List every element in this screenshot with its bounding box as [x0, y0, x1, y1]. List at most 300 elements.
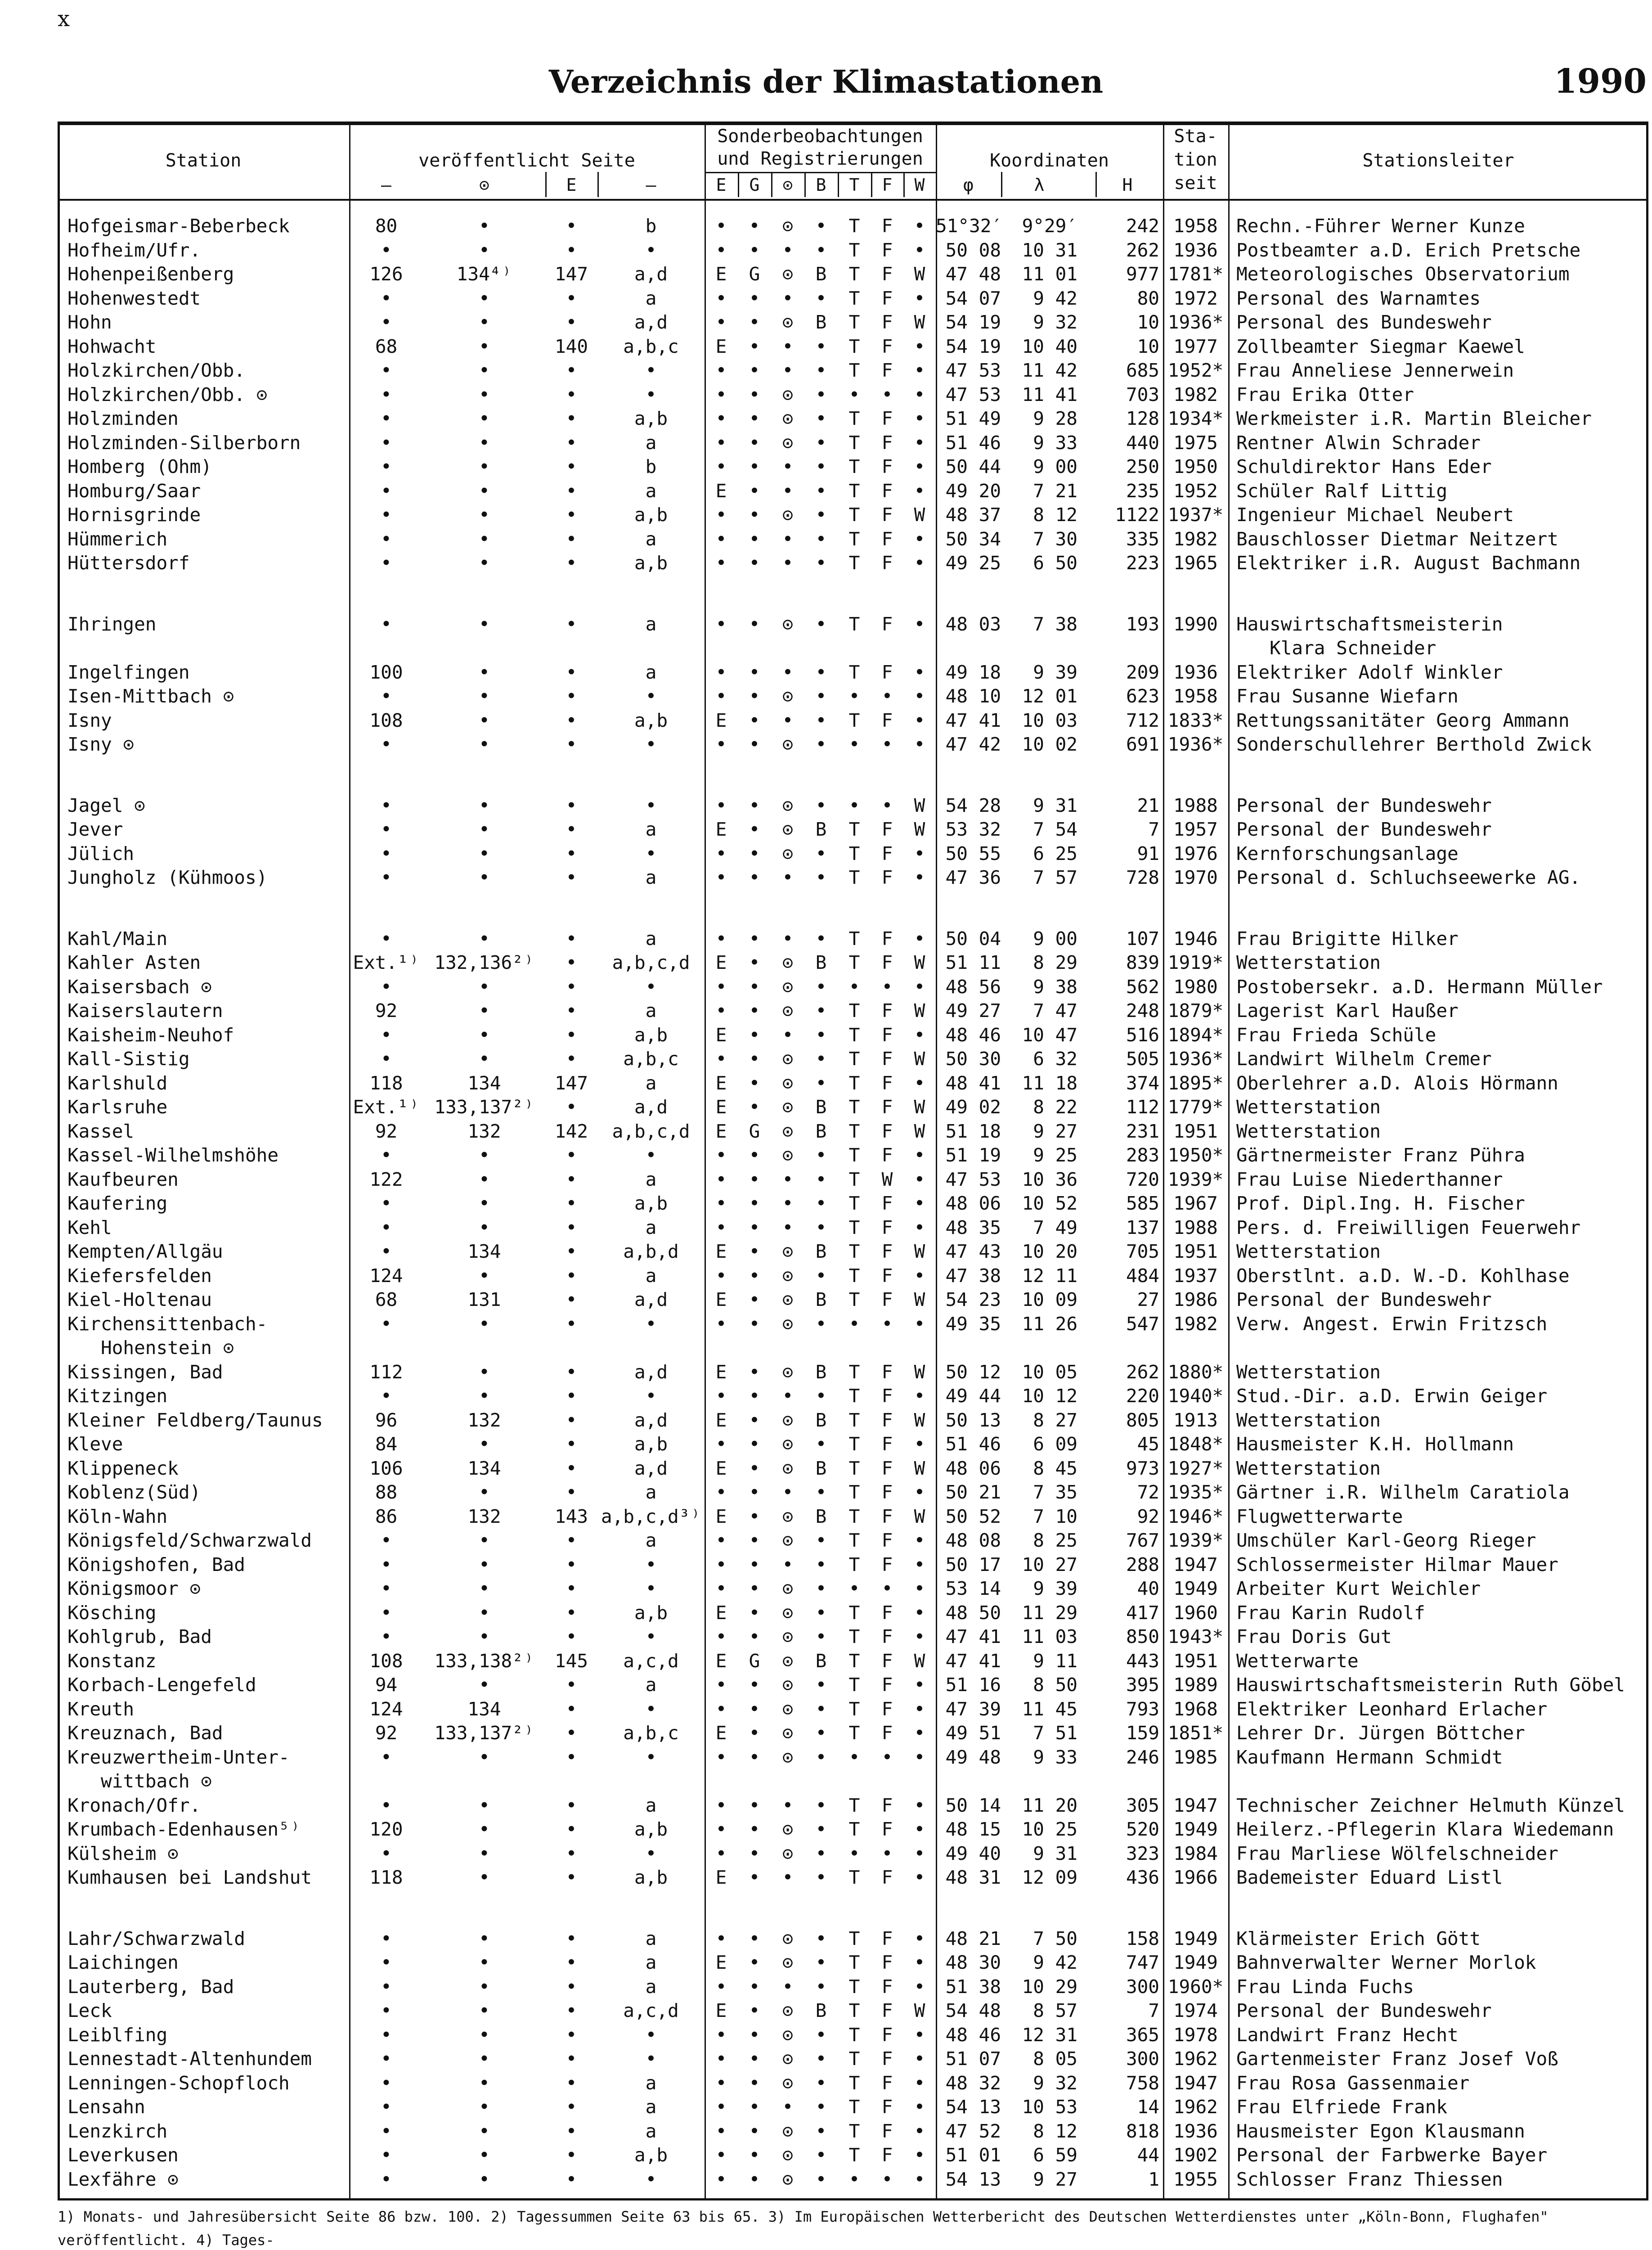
coord-lambda: 11 29	[1022, 1602, 1077, 1624]
special-f: F	[881, 2048, 893, 2070]
coord-phi: 54 23	[945, 1289, 1001, 1310]
coord-h: 193	[1126, 613, 1159, 635]
special-g: •	[749, 1385, 760, 1407]
special-b: •	[815, 552, 827, 574]
published-e: •	[566, 1048, 577, 1070]
published-sun: •	[479, 1976, 490, 1998]
published-tables: a	[645, 1072, 657, 1094]
published-e: •	[566, 2096, 577, 2118]
special-g: •	[749, 1506, 760, 1527]
special-e: E	[715, 1867, 727, 1888]
station-since: 1984	[1173, 1843, 1218, 1864]
coord-h: 417	[1126, 1602, 1159, 1624]
special-sun: ⊙	[782, 1433, 794, 1455]
station-since: 1946*	[1167, 1506, 1224, 1527]
special-g: •	[749, 1192, 760, 1214]
coord-phi: 51 49	[945, 408, 1001, 429]
special-t: T	[848, 288, 860, 309]
coord-h: 242	[1126, 215, 1159, 237]
published-dash: •	[381, 552, 392, 574]
special-sun: ⊙	[782, 1530, 794, 1551]
published-sun: •	[479, 1674, 490, 1696]
special-sun: ⊙	[782, 1265, 794, 1287]
coord-phi: 48 15	[945, 1818, 1001, 1840]
published-sun: •	[479, 528, 490, 550]
station-name: Kohlgrub, Bad	[67, 1626, 212, 1647]
published-sun: •	[479, 1313, 490, 1335]
special-f: F	[881, 1120, 893, 1142]
coord-h: 720	[1126, 1169, 1159, 1190]
special-sun: ⊙	[782, 2144, 794, 2166]
special-e: E	[715, 1722, 727, 1744]
special-b: •	[815, 384, 827, 405]
published-e: •	[566, 1674, 577, 1696]
station-leader: Wetterstation	[1236, 1409, 1381, 1431]
special-sun: ⊙	[782, 1506, 794, 1527]
special-g: •	[749, 1867, 760, 1888]
coord-phi: 48 35	[945, 1217, 1001, 1238]
coord-h: 395	[1126, 1674, 1159, 1696]
special-g: •	[749, 952, 760, 973]
special-b: •	[815, 1385, 827, 1407]
station-since: 1977	[1173, 336, 1218, 357]
published-tables: •	[645, 2024, 657, 2046]
station-name: Laichingen	[67, 1952, 179, 1973]
station-name: Holzkirchen/Obb.	[67, 360, 245, 381]
coord-phi: 50 08	[945, 239, 1001, 261]
special-g: •	[749, 528, 760, 550]
coord-h: 335	[1126, 528, 1159, 550]
special-b: •	[815, 1722, 827, 1744]
coord-h: 10	[1137, 311, 1159, 333]
special-f: F	[881, 1385, 893, 1407]
published-sun: •	[479, 819, 490, 840]
special-f: F	[881, 952, 893, 973]
published-tables: a,b,d	[623, 1241, 679, 1262]
special-g: G	[749, 1120, 760, 1142]
special-f: •	[881, 1313, 893, 1335]
special-w: •	[914, 976, 925, 998]
coord-phi: 47 42	[945, 734, 1001, 755]
special-sun: ⊙	[782, 613, 794, 635]
special-e: •	[715, 1433, 727, 1455]
coord-lambda: 9 25	[1033, 1144, 1077, 1166]
station-since: 1936	[1173, 239, 1218, 261]
special-g: •	[749, 2024, 760, 2046]
published-dash: •	[381, 2144, 392, 2166]
station-leader: Elektriker i.R. August Bachmann	[1236, 552, 1581, 574]
special-w: •	[914, 2120, 925, 2142]
special-w: W	[914, 263, 925, 285]
subheader-special-f: F	[882, 175, 893, 195]
special-t: T	[848, 710, 860, 731]
published-e: •	[566, 2048, 577, 2070]
coord-lambda: 7 49	[1033, 1217, 1077, 1238]
special-t: T	[848, 1626, 860, 1647]
published-tables: a,d	[634, 263, 668, 285]
special-e: •	[715, 1976, 727, 1998]
special-t: T	[848, 1289, 860, 1310]
published-tables: •	[645, 360, 657, 381]
special-f: F	[881, 1265, 893, 1287]
header-since-3: seit	[1174, 173, 1217, 194]
published-tables: a	[645, 1674, 657, 1696]
special-t: T	[848, 1602, 860, 1624]
special-b: B	[815, 952, 827, 973]
special-f: F	[881, 1818, 893, 1840]
published-sun: •	[479, 1385, 490, 1407]
published-sun: •	[479, 2024, 490, 2046]
special-f: F	[881, 239, 893, 261]
published-dash: 118	[369, 1072, 403, 1094]
station-name: Königsmoor ⊙	[67, 1578, 201, 1599]
coord-h: 223	[1126, 552, 1159, 574]
coord-h: 436	[1126, 1867, 1159, 1888]
station-leader: Frau Erika Otter	[1236, 384, 1414, 405]
station-since: 1940*	[1167, 1385, 1224, 1407]
special-sun: •	[782, 528, 794, 550]
station-name: Kaufering	[67, 1192, 168, 1214]
special-sun: ⊙	[782, 1626, 794, 1647]
coord-h: 128	[1126, 408, 1159, 429]
station-since: 1955	[1173, 2169, 1218, 2190]
published-dash: 124	[369, 1698, 403, 1720]
special-g: •	[749, 1048, 760, 1070]
special-g: •	[749, 1169, 760, 1190]
published-e: •	[566, 2072, 577, 2094]
published-sun: •	[479, 2000, 490, 2021]
published-sun: •	[479, 456, 490, 477]
special-sun: ⊙	[782, 1602, 794, 1624]
station-leader: Kernforschungsanlage	[1236, 843, 1459, 864]
special-sun: ⊙	[782, 819, 794, 840]
published-sun: 133,137²⁾	[434, 1722, 534, 1744]
special-sun: ⊙	[782, 215, 794, 237]
special-e: •	[715, 432, 727, 454]
published-e: •	[566, 239, 577, 261]
special-sun: ⊙	[782, 843, 794, 864]
station-leader: Prof. Dipl.Ing. H. Fischer	[1236, 1192, 1525, 1214]
coord-lambda: 10 03	[1022, 710, 1077, 731]
coord-phi: 50 44	[945, 456, 1001, 477]
special-g: G	[749, 263, 760, 285]
special-e: •	[715, 215, 727, 237]
published-tables: a	[645, 867, 657, 888]
special-w: •	[914, 360, 925, 381]
special-sun: •	[782, 1795, 794, 1816]
special-w: •	[914, 408, 925, 429]
special-t: T	[848, 843, 860, 864]
special-e: •	[715, 1000, 727, 1022]
coord-phi: 48 32	[945, 2072, 1001, 2094]
special-e: •	[715, 456, 727, 477]
published-sun: •	[479, 552, 490, 574]
special-w: •	[914, 2144, 925, 2166]
special-f: •	[881, 1746, 893, 1768]
special-e: •	[715, 1578, 727, 1599]
published-e: •	[566, 1843, 577, 1864]
published-dash: •	[381, 480, 392, 502]
station-name: Klippeneck	[67, 1458, 179, 1479]
coord-lambda: 6 09	[1033, 1433, 1077, 1455]
footnote-line-1: 1) Monats- und Jahresübersicht Seite 86 bzw. 100. 2) Tagessummen Seite 63 bis 65. 3) Im Europäischen Wetterbericht des Deutschen Wetterdienstes unter „Köln-Bonn, Flughafen" veröffentlicht. 4) Tages-	[58, 2208, 1549, 2249]
coord-phi: 50 17	[945, 1554, 1001, 1575]
published-e: •	[566, 2169, 577, 2190]
station-since: 1947	[1173, 1554, 1218, 1575]
special-b: B	[815, 1289, 827, 1310]
special-e: •	[715, 1795, 727, 1816]
published-e: •	[566, 1578, 577, 1599]
coord-lambda: 9 32	[1033, 2072, 1077, 2094]
special-b: •	[815, 685, 827, 707]
coord-lambda: 10 31	[1022, 239, 1077, 261]
coord-lambda: 9 31	[1033, 795, 1077, 816]
coord-h: 365	[1126, 2024, 1159, 2046]
special-w: •	[914, 1530, 925, 1551]
special-b: •	[815, 1048, 827, 1070]
special-b: •	[815, 215, 827, 237]
special-w: •	[914, 2096, 925, 2118]
published-dash: •	[381, 1217, 392, 1238]
published-sun: 132	[467, 1120, 501, 1142]
special-w: •	[914, 1952, 925, 1973]
coord-h: 440	[1126, 432, 1159, 454]
special-g: •	[749, 2000, 760, 2021]
special-w: •	[914, 1578, 925, 1599]
coord-h: 91	[1137, 843, 1159, 864]
station-name: Kempten/Allgäu	[67, 1241, 223, 1262]
published-e: •	[566, 613, 577, 635]
station-name: Jungholz (Kühmoos)	[67, 867, 268, 888]
station-leader: Hauswirtschaftsmeisterin	[1236, 613, 1503, 635]
coord-h: 250	[1126, 456, 1159, 477]
coord-lambda: 7 57	[1033, 867, 1077, 888]
station-leader: Meteorologisches Observatorium	[1236, 263, 1570, 285]
special-w: •	[914, 2024, 925, 2046]
special-b: B	[815, 1361, 827, 1383]
published-dash: •	[381, 456, 392, 477]
published-tables: •	[645, 685, 657, 707]
station-name: Hofgeismar-Beberbeck	[67, 215, 290, 237]
special-b: •	[815, 613, 827, 635]
published-dash: •	[381, 408, 392, 429]
coord-lambda: 8 50	[1033, 1674, 1077, 1696]
published-e: •	[566, 1192, 577, 1214]
coord-phi: 51 11	[945, 952, 1001, 973]
coord-phi: 51 16	[945, 1674, 1001, 1696]
coord-h: 516	[1126, 1024, 1159, 1046]
special-sun: •	[782, 1867, 794, 1888]
coord-phi: 49 18	[945, 662, 1001, 683]
special-g: •	[749, 1530, 760, 1551]
published-dash: •	[381, 867, 392, 888]
coord-lambda: 12 01	[1022, 685, 1077, 707]
published-tables: •	[645, 2169, 657, 2190]
coord-lambda: 6 32	[1033, 1048, 1077, 1070]
special-e: •	[715, 1554, 727, 1575]
published-sun: 132	[467, 1506, 501, 1527]
station-leader: Bademeister Eduard Listl	[1236, 1867, 1503, 1888]
published-sun: •	[479, 1024, 490, 1046]
station-since: 1951	[1173, 1120, 1218, 1142]
station-since: 1965	[1173, 552, 1218, 574]
special-b: B	[815, 1096, 827, 1118]
special-g: •	[749, 1024, 760, 1046]
station-name: Hümmerich	[67, 528, 168, 550]
station-since: 1958	[1173, 215, 1218, 237]
coord-phi: 47 38	[945, 1265, 1001, 1287]
coord-lambda: 8 25	[1033, 1530, 1077, 1551]
special-w: •	[914, 456, 925, 477]
special-b: •	[815, 504, 827, 526]
coord-h: 705	[1126, 1241, 1159, 1262]
published-tables: a,b,c	[623, 1722, 679, 1744]
station-leader: Elektriker Adolf Winkler	[1236, 662, 1503, 683]
subheader-published-e: E	[566, 175, 577, 195]
coord-phi: 50 52	[945, 1506, 1001, 1527]
special-b: •	[815, 2144, 827, 2166]
special-f: F	[881, 1602, 893, 1624]
special-t: •	[848, 2169, 860, 2190]
coord-h: 323	[1126, 1843, 1159, 1864]
coord-lambda: 6 25	[1033, 843, 1077, 864]
station-leader: Oberlehrer a.D. Alois Hörmann	[1236, 1072, 1558, 1094]
subheader-published-dash: –	[381, 175, 391, 195]
special-t: T	[848, 1000, 860, 1022]
published-sun: •	[479, 1192, 490, 1214]
station-name: Kaisersbach ⊙	[67, 976, 212, 998]
published-e: •	[566, 1169, 577, 1190]
coord-phi: 47 53	[945, 360, 1001, 381]
published-sun: •	[479, 288, 490, 309]
special-g: •	[749, 2120, 760, 2142]
coord-lambda: 9 39	[1033, 1578, 1077, 1599]
station-leader: Wetterstation	[1236, 1361, 1381, 1383]
station-leader: Pers. d. Freiwilligen Feuerwehr	[1236, 1217, 1581, 1238]
special-g: •	[749, 1289, 760, 1310]
station-leader: Frau Luise Niederthanner	[1236, 1169, 1503, 1190]
coord-phi: 54 13	[945, 2096, 1001, 2118]
published-tables: a,c,d	[623, 1650, 679, 1672]
special-g: •	[749, 1976, 760, 1998]
coord-lambda: 11 26	[1022, 1313, 1077, 1335]
published-sun: •	[479, 1795, 490, 1816]
special-t: T	[848, 1530, 860, 1551]
special-sun: •	[782, 336, 794, 357]
station-leader: Elektriker Leonhard Erlacher	[1236, 1698, 1548, 1720]
published-tables: a	[645, 1000, 657, 1022]
station-leader: Bauschlosser Dietmar Neitzert	[1236, 528, 1558, 550]
coord-phi: 53 14	[945, 1578, 1001, 1599]
coord-lambda: 10 05	[1022, 1361, 1077, 1383]
special-b: •	[815, 1265, 827, 1287]
coord-lambda: 8 12	[1033, 2120, 1077, 2142]
special-t: •	[848, 384, 860, 405]
special-sun: ⊙	[782, 1096, 794, 1118]
special-w: •	[914, 734, 925, 755]
published-sun: •	[479, 432, 490, 454]
coord-phi: 49 44	[945, 1385, 1001, 1407]
station-since: 1949	[1173, 1952, 1218, 1973]
station-name: Kreuth	[67, 1698, 135, 1720]
published-tables: a	[645, 2072, 657, 2094]
coord-phi: 54 48	[945, 2000, 1001, 2021]
special-w: W	[914, 1506, 925, 1527]
special-e: •	[715, 288, 727, 309]
special-t: T	[848, 1458, 860, 1479]
published-sun: 131	[467, 1289, 501, 1310]
coord-phi: 48 06	[945, 1192, 1001, 1214]
published-e: •	[566, 480, 577, 502]
station-since: 1947	[1173, 2072, 1218, 2094]
special-e: •	[715, 1928, 727, 1949]
published-tables: •	[645, 795, 657, 816]
special-w: •	[914, 1722, 925, 1744]
station-name: Jülich	[67, 843, 135, 864]
published-tables: a	[645, 613, 657, 635]
station-since: 1952	[1173, 480, 1218, 502]
published-e: •	[566, 867, 577, 888]
special-b: •	[815, 843, 827, 864]
special-w: •	[914, 480, 925, 502]
coord-h: 14	[1137, 2096, 1159, 2118]
special-sun: •	[782, 480, 794, 502]
station-leader: Hausmeister Egon Klausmann	[1236, 2120, 1525, 2142]
published-dash: •	[381, 2120, 392, 2142]
special-g: •	[749, 613, 760, 635]
special-w: •	[914, 662, 925, 683]
special-f: F	[881, 504, 893, 526]
coord-h: 443	[1126, 1650, 1159, 1672]
special-t: T	[848, 1144, 860, 1166]
special-e: E	[715, 952, 727, 973]
station-since: 1779*	[1167, 1096, 1224, 1118]
coord-lambda: 7 10	[1033, 1506, 1077, 1527]
special-e: •	[715, 384, 727, 405]
coord-phi: 50 55	[945, 843, 1001, 864]
special-g: •	[749, 1578, 760, 1599]
station-leader: Ingenieur Michael Neubert	[1236, 504, 1514, 526]
published-sun: •	[479, 1144, 490, 1166]
coord-phi: 48 56	[945, 976, 1001, 998]
coord-h: 235	[1126, 480, 1159, 502]
special-f: F	[881, 2120, 893, 2142]
coord-lambda: 8 27	[1033, 1409, 1077, 1431]
special-e: E	[715, 1506, 727, 1527]
published-e: •	[566, 1746, 577, 1768]
coord-h: 21	[1137, 795, 1159, 816]
published-e: •	[566, 1409, 577, 1431]
special-f: F	[881, 552, 893, 574]
special-g: •	[749, 480, 760, 502]
special-g: •	[749, 2144, 760, 2166]
subheader-published-tables: –	[646, 175, 656, 195]
coord-lambda: 10 09	[1022, 1289, 1077, 1310]
published-sun: •	[479, 685, 490, 707]
special-sun: ⊙	[782, 1289, 794, 1310]
published-sun: •	[479, 843, 490, 864]
station-leader: Technischer Zeichner Helmuth Künzel	[1236, 1795, 1625, 1816]
coord-phi: 50 21	[945, 1481, 1001, 1503]
special-e: •	[715, 1626, 727, 1647]
special-g: •	[749, 928, 760, 950]
station-leader: Umschüler Karl-Georg Rieger	[1236, 1530, 1536, 1551]
special-sun: ⊙	[782, 504, 794, 526]
special-t: T	[848, 1433, 860, 1455]
special-b: •	[815, 1433, 827, 1455]
special-b: •	[815, 2024, 827, 2046]
special-w: W	[914, 1048, 925, 1070]
